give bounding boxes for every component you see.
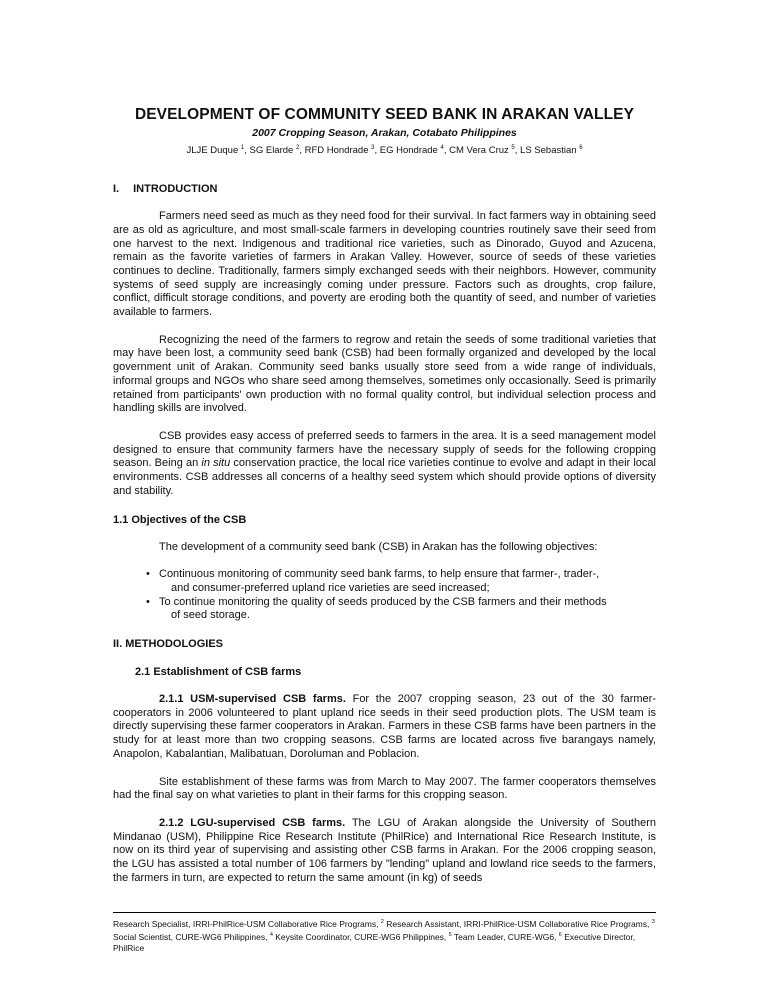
italic-term: in situ — [201, 457, 231, 470]
footnote-mark: 4 — [269, 931, 273, 938]
author-affiliation-mark: 2 — [295, 145, 300, 151]
footnote-text: Executive Director, PhilRice — [113, 931, 636, 953]
text-span: CSB provides easy access of preferred seeds to farmers in the area. It is a seed management model designed to ensure that community farmers have the necessary supply of seeds for the following cropping season. Being an — [113, 430, 656, 470]
footnote-text: Research Assistant, IRRI-PhilRice-USM Collaborative Rice Programs, — [383, 918, 652, 929]
text-span: conservation practice, the local rice varieties continue to evolve and adapt in their local environments. CSB addresses all concerns of a healthy seed system which should provide options of diversity and stability. — [113, 457, 656, 497]
author-affiliation-mark: 5 — [511, 145, 515, 151]
author-affiliation-mark: 4 — [440, 145, 444, 151]
footnote — [113, 917, 656, 954]
intro-paragraph-2: Recognizing the need of the farmers to regrow and retain the seeds of some traditional varieties that may have been lost, a community seed bank (CSB) had been formally organized and developed by the local government unit of Arakan. Community seed banks usually store seed from a wide range of individuals, informal groups and NGOs who share seed among themselves, sometimes only occasionally. Seed is primarily retained from participants' own production with no formal quality control, but individual selection process and handling skills are involved. — [113, 333, 656, 415]
text-span: The LGU of Arakan alongside the University of Southern Mindanao (USM), Philippine Rice Research Institute (PhilRice) and International Rice Research Institute, is now on its third year of supervising and assisting other CSB farms in Arakan. For the 2006 cropping season, the LGU has assisted a total number of 106 farmers by "lending" upland and lowland rice seeds to the farmers, the farmers in turn, are expected to return the same amount (in kg) of seeds — [113, 816, 656, 884]
list-item — [113, 596, 656, 623]
objectives-list — [113, 568, 656, 623]
list-item-text: Continuous monitoring of community seed bank farms, to help ensure that farmer-, trader-, — [159, 568, 600, 581]
footnote-text: Social Scientist, CURE-WG6 Philippines, — [113, 931, 270, 942]
bullet-icon: • — [146, 595, 150, 608]
section-title: INTRODUCTION — [133, 183, 218, 196]
author: RFD Hondrade — [304, 145, 369, 157]
section-heading-introduction — [113, 182, 656, 196]
intro-paragraph-1: Farmers need seed as much as they need food for their survival. In fact farmers way in obtaining seed are as old as agriculture, and most small-scale farmers in developing countries routinely save their seed from one harvest to the next. Indigenous and traditional rice varieties, such as Dinorado, Guyod and Azucena, remain as the favorite varieties of farmers in Arakan Valley. However, source of seeds of these varieties continues to decline. Traditionally, farmers simply exchanged seeds with their neighbors. However, community systems of seed supply are increasingly coming under pressure. Factors such as droughts, crop failure, conflict, difficult storage conditions, and poverty are eroding both the quantity of seed, and number of varieties available to farmers. — [113, 210, 656, 319]
author: CM Vera Cruz — [449, 145, 509, 157]
list-item — [113, 568, 656, 595]
objectives-lead: The development of a community seed bank (CSB) in Arakan has the following objectives: — [159, 540, 598, 553]
paragraph-label: 2.1.2 LGU-supervised CSB farms. — [159, 816, 346, 829]
section-number: I. — [113, 183, 120, 196]
text-span: For the 2007 cropping season, 23 out of the 30 farmer-cooperators in 2006 volunteered to plant upland rice seeds in their seed production plots. The USM team is directly supervising these farmer cooperators in Arakan. Farmers in these CSB farms have been partners in the study for at least more than two cropping seasons. CSB farms are located across five barangays namely, Anapolon, Kabalantian, Malibatuan, Doroluman and Poblacion. — [113, 693, 656, 760]
author: EG Hondrade — [379, 145, 438, 157]
footnote-mark: 6 — [558, 931, 562, 938]
author-affiliation-mark: 1 — [240, 145, 245, 151]
bullet-icon: • — [146, 568, 150, 581]
paper-subtitle: 2007 Cropping Season, Arakan, Cotabato Philippines — [252, 127, 517, 139]
paragraph-label: 2.1.1 USM-supervised CSB farms. — [159, 693, 346, 706]
author-affiliation-mark: 3 — [371, 145, 375, 151]
site-paragraph: Site establishment of these farms was from March to May 2007. The farmer cooperators themselves had the final say on what varieties to plant in their farms for this cropping season. — [113, 775, 656, 802]
lgu-paragraph — [113, 817, 656, 886]
section-heading-methodologies: II. METHODOLOGIES — [113, 638, 224, 651]
usm-paragraph — [113, 693, 656, 762]
footnote-text: Keysite Coordinator, CURE-WG6 Philippines, — [272, 931, 449, 942]
author: SG Elarde — [249, 145, 294, 157]
document-page — [113, 105, 656, 885]
subsection-heading-objectives: 1.1 Objectives of the CSB — [113, 513, 247, 526]
list-item-text: To continue monitoring the quality of seeds produced by the CSB farmers and their methods — [159, 595, 607, 608]
footnote-divider — [113, 912, 656, 913]
footnote-mark: 5 — [448, 931, 452, 938]
footnote-text: Team Leader, CURE-WG6, — [451, 931, 559, 942]
footnote-text: Research Specialist, IRRI-PhilRice-USM Collaborative Rice Programs, — [113, 918, 381, 929]
footnote-mark: 3 — [651, 919, 655, 925]
intro-paragraph-3 — [113, 430, 656, 499]
author: JLJE Duque — [186, 145, 239, 157]
subsection-heading-establishment: 2.1 Establishment of CSB farms — [135, 666, 302, 679]
footnote-mark: 2 — [380, 919, 384, 925]
author-affiliation-mark: 6 — [579, 145, 583, 151]
list-item-continuation: of seed storage. — [171, 609, 250, 622]
list-item-continuation: and consumer-preferred upland rice varieties are seed increased; — [171, 581, 490, 594]
paper-title: DEVELOPMENT OF COMMUNITY SEED BANK IN ARAKAN VALLEY — [134, 106, 635, 123]
author-list: JLJE Duque $^1$, SG Elarde $^2$, RFD Hondrade $^3$, EG Hondrade $^4$, CM Vera Cruz $^5$, LS Sebastian $^6$ — [186, 145, 583, 157]
author: LS Sebastian — [520, 145, 577, 157]
